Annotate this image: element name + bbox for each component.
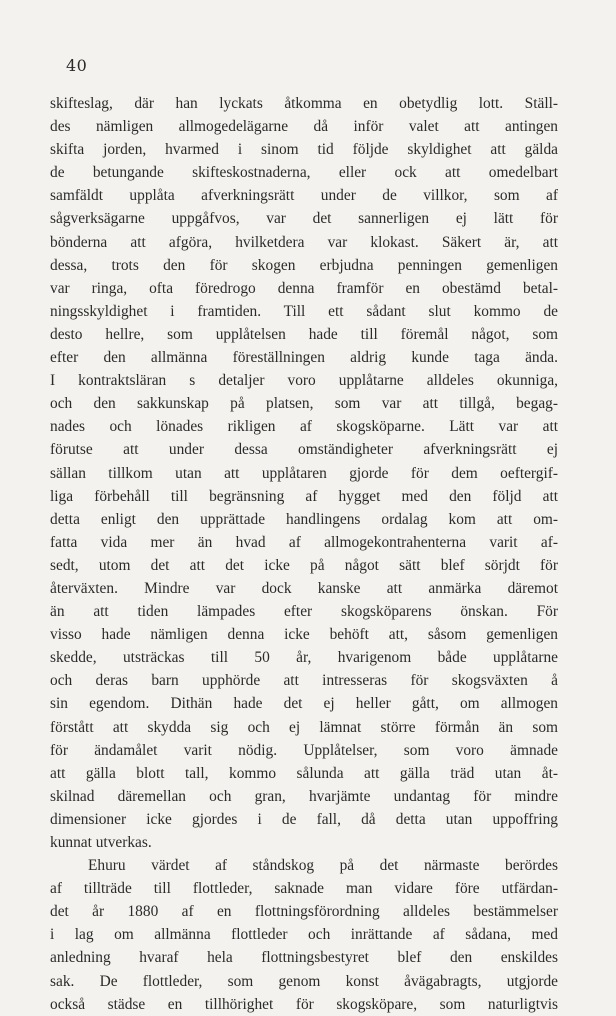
text-line: sågverksägarne uppgåfvos, var det sannerligen ej lätt för	[50, 210, 558, 228]
text-line: des nämligen allmogedelägarne då inför valet att antingen	[50, 118, 558, 136]
text-line: förutse att under dessa omständigheter afverkningsrätt ej	[50, 441, 558, 459]
text-line: liga förbehåll till begränsning af hygget med den följd att	[50, 487, 558, 505]
text-line: af tillträde till flottleder, saknade man vidare före utfärdan-	[50, 880, 558, 898]
text-line: och den sakkunskap på platsen, som var att tillgå, begag-	[50, 395, 558, 413]
text-line: sedt, utom det att det icke på något sätt blef sörjdt för	[50, 556, 558, 574]
text-line: sin egendom. Dithän hade det ej heller gått, om allmogen	[50, 695, 558, 713]
text-line: I kontraktsläran s detaljer voro upplåtarne alldeles okunniga,	[50, 372, 558, 390]
text-line: än att tiden lämpades efter skogsköparens önskan. För	[50, 603, 558, 621]
text-line: dimensioner icke gjordes i de fall, då detta utan uppoffring	[50, 810, 558, 828]
text-line: fatta vida mer än hvad af allmogekontrahenterna varit af-	[50, 533, 558, 551]
text-line: också städse en tillhörighet för skogsköpare, som naturligtvis	[50, 995, 558, 1013]
text-line: desto hellre, som upplåtelsen hade till föremål något, som	[50, 325, 558, 343]
text-line: och deras barn upphörde att intresseras för skogsväxten å	[50, 672, 558, 690]
text-line: anledning hvaraf hela flottningsbestyret blef den enskildes	[50, 949, 558, 967]
text-line: skifteslag, där han lyckats åtkomma en obetydlig lott. Ställ-	[50, 95, 558, 112]
paragraph-1	[50, 92, 558, 854]
text-line: skedde, utsträckas till 50 år, hvarigenom både upplåtarne	[50, 649, 558, 667]
text-line: det år 1880 af en flottningsförordning alldeles bestämmelser	[50, 903, 558, 921]
text-line: sak. De flottleder, som genom konst åvägabragts, utgjorde	[50, 972, 558, 990]
text-line: nades och lönades rikligen af skogsköparne. Lätt var att	[50, 418, 558, 436]
text-line: skilnad däremellan och gran, hvarjämte undantag för mindre	[50, 787, 558, 805]
text-line: kunnat utverkas.	[50, 834, 152, 851]
text-line: visso hade nämligen denna icke behöft att, såsom gemenligen	[50, 626, 558, 644]
text-line: samfäldt upplåta afverkningsrätt under de villkor, som af	[50, 187, 558, 205]
text-line: återväxten. Mindre var dock kanske att anmärka däremot	[50, 579, 558, 597]
text-line: dessa, trots den för skogen erbjudna penningen gemenligen	[50, 256, 558, 274]
text-line: att gälla blott tall, kommo sålunda att gälla träd utan åt-	[50, 764, 558, 782]
text-line: var ringa, ofta föredrogo denna framför en obestämd betal-	[50, 279, 558, 297]
text-line: i lag om allmänna flottleder och inrättande af sådana, med	[50, 926, 558, 944]
page-number: 40	[66, 56, 88, 75]
text-line: ningsskyldighet i framtiden. Till ett sådant slut kommo de	[50, 302, 558, 320]
text-line: Ehuru värdet af ståndskog på det närmaste berördes	[88, 857, 558, 875]
text-line: sällan tillkom utan att upplåtaren gjorde för dem oeftergif-	[50, 464, 558, 482]
text-line: de betungande skifteskostnaderna, eller ock att omedelbart	[50, 164, 558, 182]
text-line: skifta jorden, hvarmed i sinom tid följde skyldighet att gälda	[50, 141, 558, 159]
text-line: bönderna att afgöra, hvilketdera var klokast. Säkert är, att	[50, 233, 558, 251]
text-line: förstått att skydda sig och ej lämnat större förmån än som	[50, 718, 558, 736]
text-line: efter den allmänna föreställningen aldrig kunde taga ända.	[50, 349, 558, 367]
paragraph-2	[50, 854, 558, 1016]
body-text	[50, 92, 558, 1016]
text-line: för ändamålet varit nödig. Upplåtelser, som voro ämnade	[50, 741, 558, 759]
text-line: detta enligt den upprättade handlingens ordalag kom att om-	[50, 510, 558, 528]
